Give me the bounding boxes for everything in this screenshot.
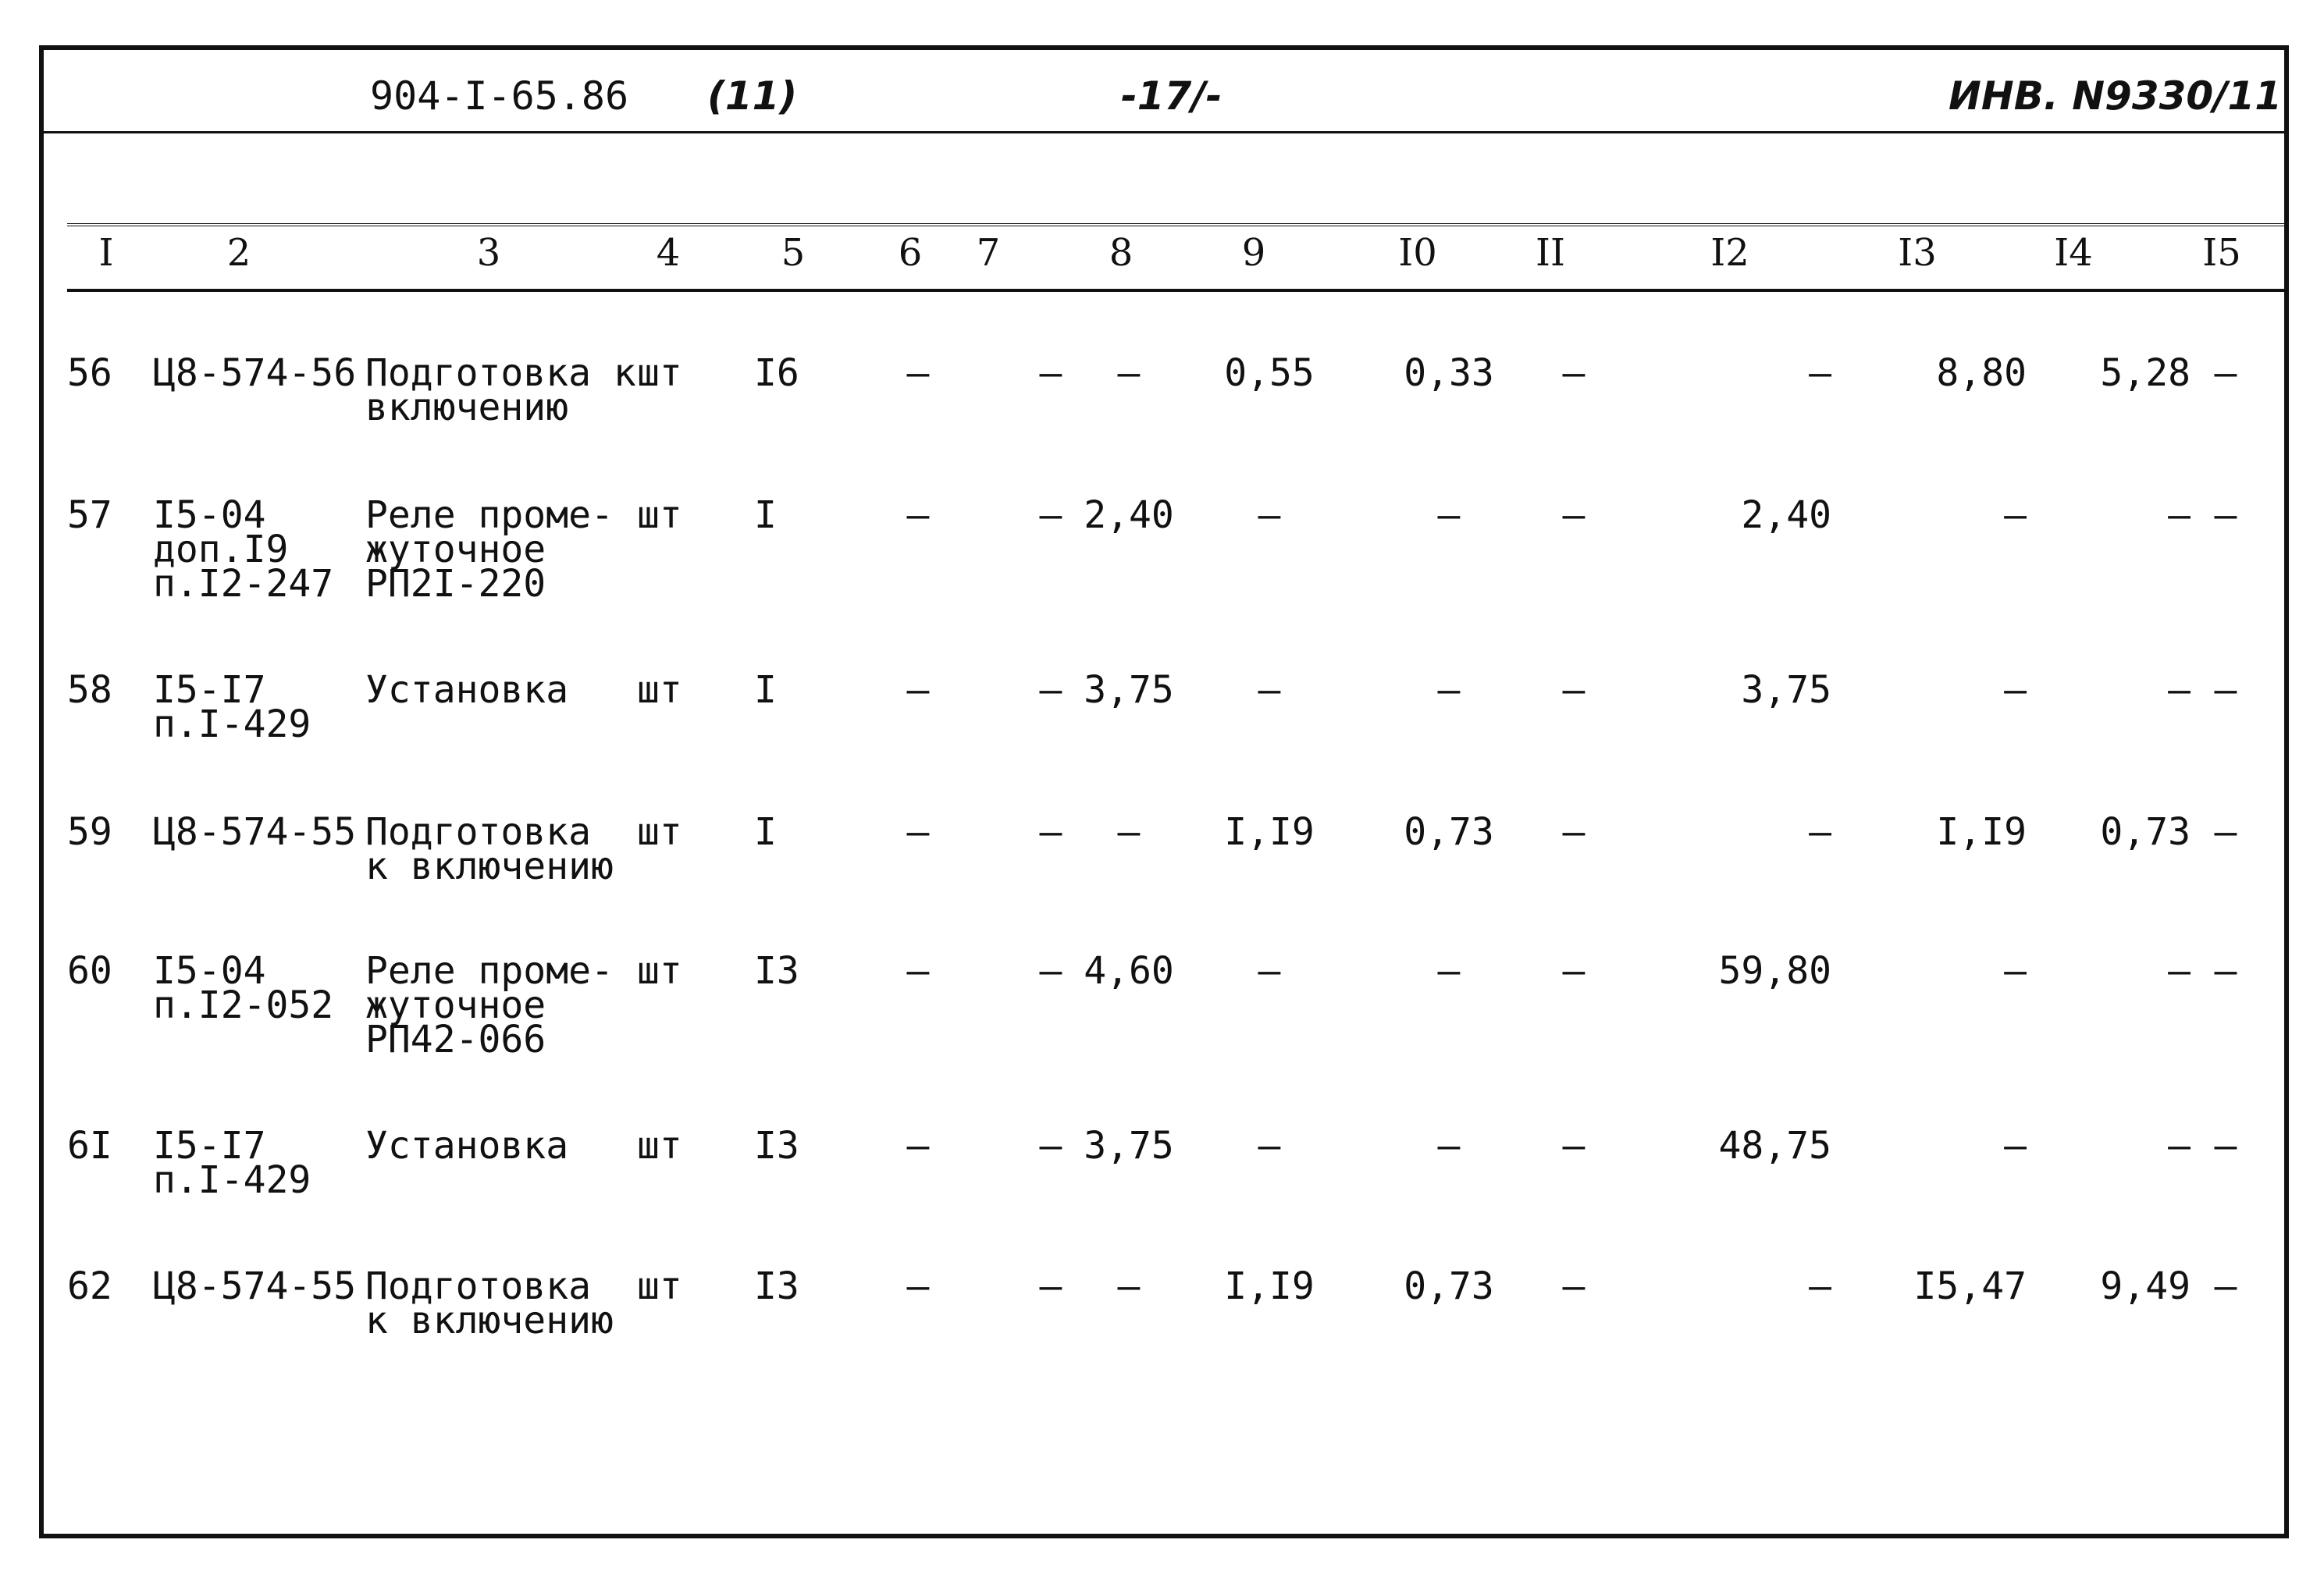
cell-c6: – <box>906 668 930 712</box>
column-number: I4 <box>2054 231 2093 275</box>
cell-c15: – <box>2214 810 2237 854</box>
cell-c7: – <box>1039 668 1062 712</box>
cell-c8: – <box>1117 351 1141 395</box>
cell-n: 58 <box>67 668 112 712</box>
cell-c8: 4,60 <box>1084 949 1174 993</box>
column-number: II <box>1536 231 1565 275</box>
cell-c9: I,I9 <box>1224 810 1315 854</box>
cell-c10: 0,73 <box>1404 1264 1494 1308</box>
cell-c14: 9,49 <box>2100 1264 2191 1308</box>
cell-code: I5-04 п.I2-052 <box>153 949 334 1027</box>
cell-c8: 2,40 <box>1084 493 1174 537</box>
cell-c11: – <box>1562 949 1586 993</box>
cell-c12: 3,75 <box>1741 668 1831 712</box>
cell-c12: – <box>1809 351 1831 395</box>
cell-c10: – <box>1437 493 1461 537</box>
cell-qty: I <box>754 810 777 854</box>
cell-n: 57 <box>67 493 112 537</box>
column-number: I3 <box>1898 231 1937 275</box>
column-number: I2 <box>1710 231 1749 275</box>
sheet-mark: (11) <box>707 73 798 119</box>
cell-unit: шт <box>637 668 682 712</box>
cell-c6: – <box>906 493 930 537</box>
cell-c14: – <box>2168 1124 2191 1168</box>
cell-c7: – <box>1039 810 1062 854</box>
cell-n: 59 <box>67 810 112 854</box>
cell-c15: – <box>2214 493 2237 537</box>
cell-c15: – <box>2214 1264 2237 1308</box>
cell-c9: – <box>1258 949 1281 993</box>
header-divider <box>44 131 2284 133</box>
cell-c10: – <box>1437 668 1461 712</box>
cell-c9: I,I9 <box>1224 1264 1315 1308</box>
cell-c14: 0,73 <box>2100 810 2191 854</box>
cell-c10: 0,73 <box>1404 810 1494 854</box>
cell-c11: – <box>1562 810 1586 854</box>
cell-name: Установка <box>365 668 569 712</box>
cell-c13: – <box>2004 668 2027 712</box>
cell-qty: I3 <box>754 1264 799 1308</box>
cell-c14: – <box>2168 493 2191 537</box>
cell-code: I5-04 доп.I9 п.I2-247 <box>153 493 334 606</box>
cell-c6: – <box>906 1124 930 1168</box>
cell-c15: – <box>2214 1124 2237 1168</box>
cell-c12: 59,80 <box>1718 949 1831 993</box>
column-number: I5 <box>2202 231 2241 275</box>
document-code: 904-I-65.86 <box>370 73 629 119</box>
column-number: 3 <box>476 231 501 275</box>
cell-c15: – <box>2214 351 2237 395</box>
cell-name: Подготовка к включению <box>365 1264 614 1342</box>
cell-c13: – <box>2004 493 2027 537</box>
cell-c14: 5,28 <box>2100 351 2191 395</box>
cell-qty: I3 <box>754 949 799 993</box>
column-number: 6 <box>898 231 923 275</box>
cell-c7: – <box>1039 1124 1062 1168</box>
cell-c7: – <box>1039 351 1062 395</box>
cell-n: 6I <box>67 1124 112 1168</box>
cell-n: 62 <box>67 1264 112 1308</box>
cell-c6: – <box>906 949 930 993</box>
cell-n: 56 <box>67 351 112 395</box>
cell-unit: шт <box>637 1264 682 1308</box>
cell-c11: – <box>1562 1124 1586 1168</box>
cell-c12: – <box>1809 1264 1831 1308</box>
cell-n: 60 <box>67 949 112 993</box>
cell-unit: шт <box>637 949 682 993</box>
column-header-rule-bottom <box>67 289 2284 292</box>
cell-name: Подготовка к включению <box>365 810 614 888</box>
cell-c10: – <box>1437 949 1461 993</box>
cell-c6: – <box>906 351 930 395</box>
cell-c7: – <box>1039 949 1062 993</box>
cell-c6: – <box>906 810 930 854</box>
cell-c12: 2,40 <box>1741 493 1831 537</box>
cell-c15: – <box>2214 668 2237 712</box>
cell-c8: – <box>1117 1264 1141 1308</box>
cell-c12: – <box>1809 810 1831 854</box>
cell-c9: 0,55 <box>1224 351 1315 395</box>
cell-qty: I3 <box>754 1124 799 1168</box>
cell-c11: – <box>1562 668 1586 712</box>
cell-code: Ц8-574-56 <box>153 351 357 395</box>
column-number: I <box>98 231 114 275</box>
cell-code: Ц8-574-55 <box>153 1264 357 1308</box>
cell-c13: – <box>2004 949 2027 993</box>
cell-qty: I <box>754 493 777 537</box>
cell-qty: I6 <box>754 351 799 395</box>
cell-unit: шт <box>637 351 682 395</box>
cell-unit: шт <box>637 493 682 537</box>
cell-qty: I <box>754 668 777 712</box>
cell-c10: – <box>1437 1124 1461 1168</box>
cell-c10: 0,33 <box>1404 351 1494 395</box>
cell-c9: – <box>1258 668 1281 712</box>
cell-code: Ц8-574-55 <box>153 810 357 854</box>
cell-unit: шт <box>637 1124 682 1168</box>
inventory-number: ИНВ. N9330/11 <box>1949 73 2283 119</box>
column-number: I0 <box>1398 231 1437 275</box>
cell-name: Подготовка к включению <box>365 351 636 429</box>
cell-c13: 8,80 <box>1936 351 2027 395</box>
cell-c7: – <box>1039 493 1062 537</box>
cell-c14: – <box>2168 949 2191 993</box>
column-number: 9 <box>1241 231 1266 275</box>
cell-c9: – <box>1258 1124 1281 1168</box>
cell-c8: 3,75 <box>1084 1124 1174 1168</box>
cell-unit: шт <box>637 810 682 854</box>
cell-c12: 48,75 <box>1718 1124 1831 1168</box>
column-number: 5 <box>781 231 806 275</box>
column-number: 4 <box>656 231 681 275</box>
column-number: 2 <box>226 231 251 275</box>
cell-c13: – <box>2004 1124 2027 1168</box>
cell-c11: – <box>1562 351 1586 395</box>
cell-code: I5-I7 п.I-429 <box>153 1124 311 1202</box>
cell-c8: 3,75 <box>1084 668 1174 712</box>
cell-c11: – <box>1562 1264 1586 1308</box>
cell-c6: – <box>906 1264 930 1308</box>
cell-c13: I,I9 <box>1936 810 2027 854</box>
cell-c15: – <box>2214 949 2237 993</box>
cell-c9: – <box>1258 493 1281 537</box>
cell-name: Реле проме- жуточное РП2I-220 <box>365 493 614 606</box>
cell-name: Реле проме- жуточное РП42-066 <box>365 949 614 1061</box>
cell-c8: – <box>1117 810 1141 854</box>
cell-c11: – <box>1562 493 1586 537</box>
column-header-rule-top <box>67 223 2284 231</box>
column-number: 8 <box>1109 231 1134 275</box>
page-frame <box>39 45 2289 1538</box>
cell-c14: – <box>2168 668 2191 712</box>
cell-c13: I5,47 <box>1913 1264 2027 1308</box>
column-number: 7 <box>976 231 1001 275</box>
cell-name: Установка <box>365 1124 569 1168</box>
cell-code: I5-I7 п.I-429 <box>153 668 311 746</box>
cell-c7: – <box>1039 1264 1062 1308</box>
page-number: -17/- <box>1121 73 1223 119</box>
